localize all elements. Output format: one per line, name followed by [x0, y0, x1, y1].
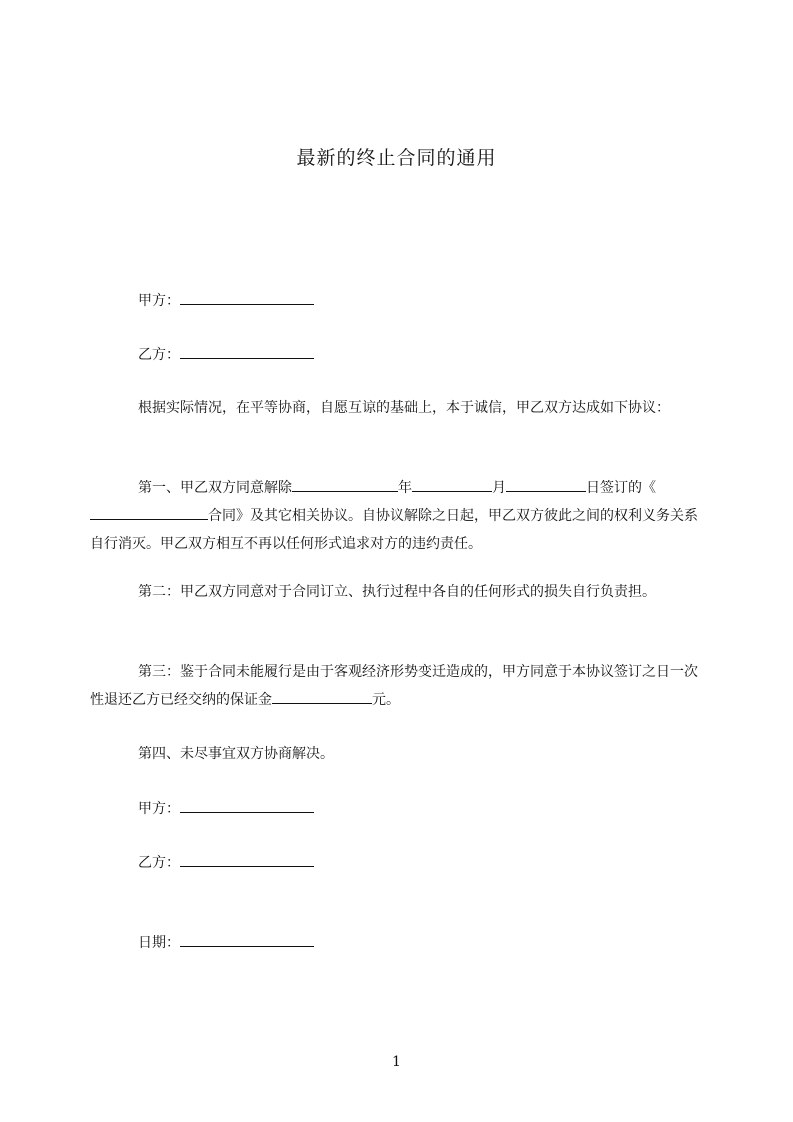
party-b-blank	[180, 344, 314, 359]
party-b-label: 乙方：	[138, 347, 180, 363]
clause-3-paragraph	[90, 658, 710, 714]
deposit-amount-blank	[272, 689, 372, 704]
clause-1-day-blank	[506, 477, 586, 492]
date-line	[138, 932, 314, 953]
clause-1-paragraph	[90, 474, 710, 558]
party-a-line	[138, 290, 314, 311]
clause-1-part-1: 第一、甲乙双方同意解除	[138, 480, 292, 496]
clause-1-contract-blank	[90, 505, 208, 520]
clause-1-part-5: 合同》及其它相关协议。自协议解除之日起，甲乙双方彼此之间的权利义务关系自行消灭。甲乙双方相互不再以任何形式追求对方的违约责任。	[90, 508, 698, 552]
sign-party-b-label: 乙方：	[138, 855, 180, 871]
clause-4: 第四、未尽事宜双方协商解决。	[138, 746, 334, 762]
sign-party-a-line	[138, 798, 314, 819]
clause-1-part-4: 日签订的《	[586, 480, 656, 496]
clause-2-paragraph: 第二：甲乙双方同意对于合同订立、执行过程中各自的任何形式的损失自行负责担。	[138, 584, 656, 600]
clause-1-part-3: 月	[492, 480, 506, 496]
page-number: 1	[392, 1054, 401, 1070]
sign-party-a-blank	[180, 798, 314, 813]
intro-paragraph: 根据实际情况，在平等协商，自愿互谅的基础上，本于诚信，甲乙双方达成如下协议：	[138, 400, 670, 416]
clause-1-year-blank	[292, 477, 398, 492]
clause-3-part-2: 元。	[372, 692, 400, 708]
clause-3-part-1: 第三：鉴于合同未能履行是由于客观经济形势变迁造成的，甲方同意于本协议签订之日一次性退还乙方已经交纳的保证金	[90, 664, 698, 708]
clause-1-part-2: 年	[398, 480, 412, 496]
sign-party-a-label: 甲方：	[138, 801, 180, 817]
party-b-line	[138, 344, 314, 365]
clause-1-month-blank	[412, 477, 492, 492]
date-blank	[180, 932, 314, 947]
sign-party-b-line	[138, 852, 314, 873]
document-title: 最新的终止合同的通用	[296, 147, 497, 169]
party-a-label: 甲方：	[138, 293, 180, 309]
date-label: 日期：	[138, 935, 180, 951]
party-a-blank	[180, 290, 314, 305]
sign-party-b-blank	[180, 852, 314, 867]
